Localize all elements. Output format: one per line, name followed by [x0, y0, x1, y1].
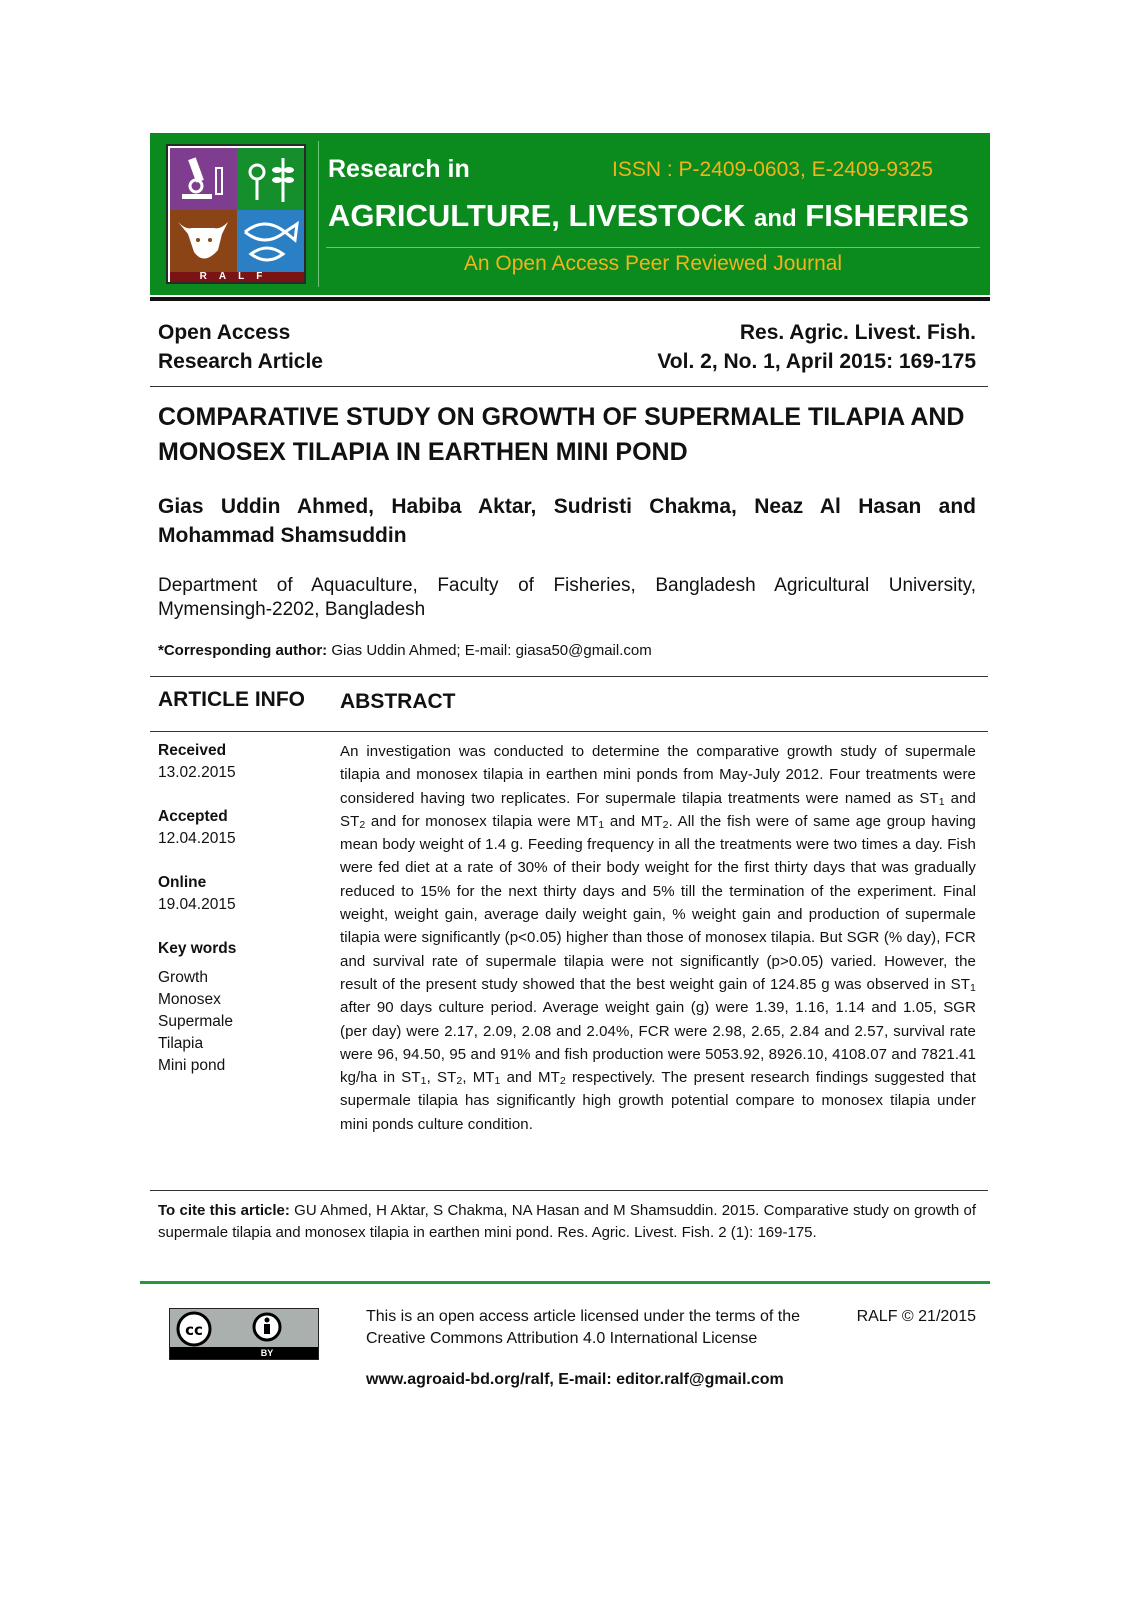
citation	[158, 1200, 976, 1244]
cc-license-badge[interactable]	[169, 1308, 319, 1360]
license-text: This is an open access article licensed under the terms of the Creative Commons Attribution 4.0 International License	[366, 1308, 800, 1347]
online-date: 19.04.2015	[158, 896, 236, 913]
corresponding-author-label: *Corresponding author:	[158, 642, 328, 659]
keyword-item: Monosex	[158, 991, 221, 1008]
citation-text: GU Ahmed, H Aktar, S Chakma, NA Hasan and M Shamsuddin. 2015. Comparative study on growth of supermale tilapia and monosex tilapia in earthen mini pond. Res. Agric. Livest. Fish. 2 (1): 169-175.	[158, 1202, 976, 1241]
banner-issn: ISSN : P-2409-0603, E-2409-9325	[612, 158, 934, 181]
subscript: 2	[559, 1075, 566, 1088]
footer-divider	[140, 1281, 990, 1284]
subscript: 1	[494, 1075, 501, 1088]
journal-title-and: and	[753, 205, 797, 232]
logo-text: RALF	[170, 272, 304, 282]
cc-by-label: BY	[260, 1348, 274, 1358]
abstract-heading: ABSTRACT	[340, 690, 456, 713]
banner-divider	[318, 141, 319, 287]
banner-rule	[326, 247, 980, 248]
subscript: 2	[662, 818, 669, 831]
banner-research-in: Research in	[328, 155, 470, 183]
abstract-text-segment: and MT	[500, 1069, 560, 1087]
plant-icon	[237, 148, 304, 210]
abstract-text-segment: and MT	[604, 812, 663, 830]
access-info	[158, 318, 323, 376]
keyword-item: Mini pond	[158, 1057, 226, 1074]
fish-icon	[237, 210, 304, 272]
header-divider	[150, 297, 990, 301]
subscript: 1	[420, 1075, 427, 1088]
subscript: 2	[359, 818, 366, 831]
abstract-text-segment: An investigation was conducted to determine the comparative growth study of supermale tilapia and monosex tilapia in earthen mini ponds from May-July 2012. Four treatments were considered having two replicates. For supermale tilapia treatments were named as ST	[340, 743, 976, 807]
keywords-label: Key words	[158, 940, 237, 957]
divider	[150, 676, 988, 677]
journal-subtitle: An Open Access Peer Reviewed Journal	[463, 252, 843, 275]
journal-title	[328, 198, 969, 234]
abstract-text-segment: , MT	[462, 1069, 495, 1087]
article-type: Research Article	[158, 350, 323, 373]
accepted-label: Accepted	[158, 808, 228, 825]
subscript: 2	[456, 1075, 463, 1088]
subscript: 1	[970, 982, 976, 995]
svg-text:cc: cc	[185, 1321, 203, 1339]
copyright: RALF © 21/2015	[856, 1308, 976, 1325]
journal-title-part2: FISHERIES	[796, 198, 969, 233]
divider	[150, 1190, 988, 1191]
open-access-label: Open Access	[158, 321, 291, 344]
abstract-text-segment: and ST	[340, 789, 976, 830]
online-label: Online	[158, 874, 207, 891]
subscript: 1	[598, 818, 605, 831]
volume-info: Vol. 2, No. 1, April 2015: 169-175	[657, 350, 976, 373]
journal-title-part1: AGRICULTURE, LIVESTOCK	[328, 198, 754, 233]
article-title: COMPARATIVE STUDY ON GROWTH OF SUPERMALE TILAPIA AND MONOSEX TILAPIA IN EARTHEN MINI POND	[158, 403, 965, 466]
microscope-icon	[170, 148, 237, 210]
cc-by-strip	[170, 1347, 318, 1359]
keyword-item: Tilapia	[158, 1035, 204, 1052]
received-date: 13.02.2015	[158, 764, 236, 781]
journal-reference	[657, 318, 976, 376]
subscript: 1	[938, 795, 945, 808]
affiliation: Department of Aquaculture, Faculty of Fisheries, Bangladesh Agricultural University, Mymensingh-2202, Bangladesh	[158, 575, 976, 620]
keyword-item: Supermale	[158, 1013, 233, 1030]
cattle-icon	[170, 210, 237, 272]
accepted-date: 12.04.2015	[158, 830, 236, 847]
corresponding-author-text: Gias Uddin Ahmed; E-mail: giasa50@gmail.com	[327, 642, 652, 659]
abstract-text-segment: , ST	[426, 1069, 457, 1087]
keyword-item: Growth	[158, 969, 208, 986]
citation-label: To cite this article:	[158, 1202, 290, 1219]
abstract-text-segment: . All the fish were of same age group having mean body weight of 1.4 g. Feeding frequency in all the treatments were two times a day. Fish were fed diet at a rate of 30% of their body weight for the first thirty days that was gradually reduced to 15% for the next thirty days and 5% till the termination of the experiment. Final weight, weight gain, average daily weight gain, % weight gain and production of supermale tilapia were significantly (p<0.05) higher than those of monosex tilapia. But SGR (% day), FCR and survival rate of supermale tilapia were not significantly (p>0.05) varied. However, the result of the present study showed that the best weight gain of 124.85 g was observed in ST	[340, 812, 976, 993]
author-list: Gias Uddin Ahmed, Habiba Aktar, Sudristi Chakma, Neaz Al Hasan and Mohammad Shamsuddin	[158, 495, 976, 547]
website-contact[interactable]: www.agroaid-bd.org/ralf, E-mail: editor.ralf@gmail.com	[366, 1371, 784, 1388]
abstract-text-segment: after 90 days culture period. Average weight gain (g) were 1.39, 1.16, 1.14 and 1.05, SGR (per day) were 2.17, 2.09, 2.08 and 2.04%, FCR were 2.98, 2.65, 2.84 and 2.57, survival rate were 96, 94.50, 95 and 91% and fish production were 5053.92, 8926.10, 4108.07 and 7821.41 kg/ha in ST	[340, 999, 976, 1087]
abstract-text-segment: and for monosex tilapia were MT	[365, 812, 599, 830]
divider	[150, 731, 988, 732]
corresponding-author	[158, 641, 652, 661]
abstract-body	[340, 740, 976, 1136]
divider	[150, 386, 988, 387]
article-info-column	[158, 740, 328, 1077]
article-info-heading: ARTICLE INFO	[158, 688, 305, 711]
journal-abbreviation: Res. Agric. Livest. Fish.	[739, 321, 976, 344]
received-label: Received	[158, 742, 227, 759]
journal-logo	[166, 144, 306, 284]
abstract-text-segment: respectively. The present research findings suggested that supermale tilapia has significantly high growth potential compare to monosex tilapia under mini ponds culture condition.	[340, 1069, 976, 1133]
